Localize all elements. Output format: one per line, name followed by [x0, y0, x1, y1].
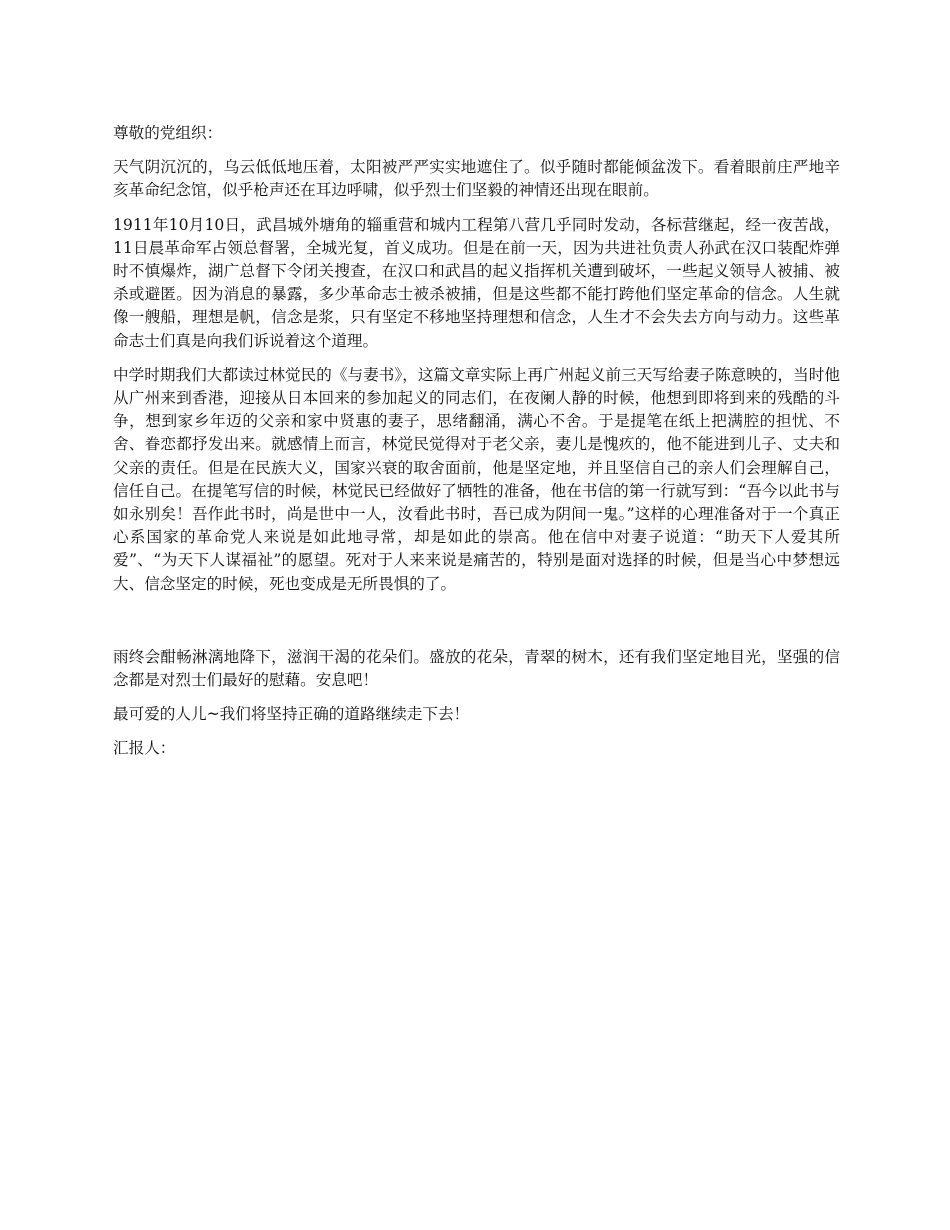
paragraph-resolve: 最可爱的人儿~我们将坚持正确的道路继续走下去！	[113, 705, 470, 724]
paragraph-wuchang-uprising: 1911年10月10日，武昌城外塘角的辎重营和城内工程第八营几乎同时发动，各标营继起，经一夜苦战，11日晨革命军占领总督署，全城光复，首义成功。但是在前一天，因为共进社负责人孙武在汉口装配炸弹时不慎爆炸，湖广总督下令闭关搜查，在汉口和武昌的起义指挥机关遭到破坏，一些起义领导人被捕、被杀或避匿。因为消息的暴露，多少革命志士被杀被捕，但是这些都不能打跨他们坚定革命的信念。人生就像一艘船，理想是帆，信念是浆，只有坚定不移地坚持理想和信念，人生才不会失去方向与动力。这些革命志士们真是向我们诉说着这个道理。	[113, 215, 840, 350]
paragraph-weather: 天气阴沉沉的，乌云低低地压着，太阳被严严实实地遮住了。似乎随时都能倾盆泼下。看着眼前庄严地辛亥革命纪念馆，似乎枪声还在耳边呼啸，似乎烈士们坚毅的神情还出现在眼前。	[113, 158, 840, 200]
document-page	[113, 122, 840, 772]
signature-label: 汇报人：	[113, 739, 176, 758]
paragraph-rain: 雨终会酣畅淋漓地降下，滋润干渴的花朵们。盛放的花朵，青翠的树木，还有我们坚定地目光，坚强的信念都是对烈士们最好的慰藉。安息吧！	[113, 647, 840, 690]
salutation: 尊敬的党组织：	[113, 124, 223, 142]
blank-line	[113, 607, 840, 646]
paragraph-letter-to-wife: 中学时期我们大都读过林觉民的《与妻书》，这篇文章实际上再广州起义前三天写给妻子陈意映的，当时他从广州来到香港，迎接从日本回来的参加起义的同志们，在夜阑人静的时候，他想到即将到来的残酷的斗争，想到家乡年迈的父亲和家中贤惠的妻子，思绪翻涌，满心不舍。于是提笔在纸上把满腔的担忧、不舍、眷恋都抒发出来。就感情上而言，林觉民觉得对于老父亲，妻儿是愧疚的，他不能进到儿子、丈夫和父亲的责任。但是在民族大义，国家兴衰的取舍面前，他是坚定地，并且坚信自己的亲人们会理解自己，信任自己。在提笔写信的时候，林觉民已经做好了牺牲的准备，他在书信的第一行就写到：“吾今以此书与如永别矣！吾作此书时，尚是世中一人，汝看此书时，吾已成为阴间一鬼。”这样的心理准备对于一个真正心系国家的革命党人来说是如此地寻常，却是如此的崇高。他在信中对妻子说道：“助天下人爱其所爱”、“为天下人谋福祉”的愿望。死对于人来来说是痛苦的，特别是面对选择的时候，但是当心中梦想远大、信念坚定的时候，死也变成是无所畏惧的了。	[113, 365, 840, 593]
